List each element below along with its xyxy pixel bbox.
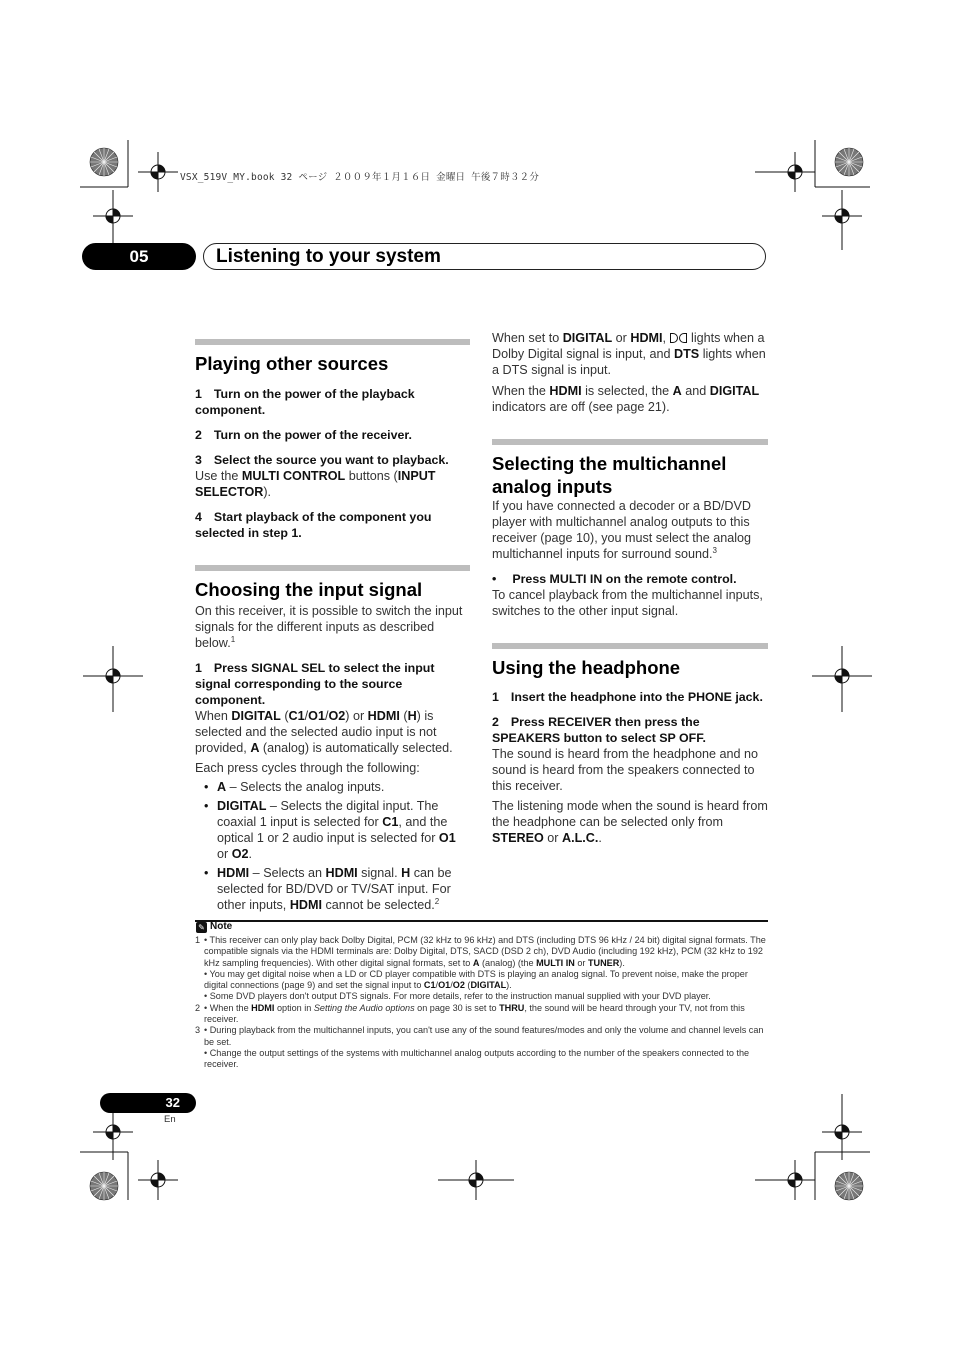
step-3-playing: 3 Select the source you want to playback. bbox=[195, 453, 449, 467]
signal-options-list bbox=[195, 779, 470, 913]
headphone-mode-info: The listening mode when the sound is heard from the headphone can be selected only from STEREO or A.L.C.. bbox=[492, 799, 768, 845]
list-item: • A – Selects the analog inputs. bbox=[217, 779, 470, 795]
note-3: 3 • During playback from the multichannel inputs, you can't use any of the sound features/modes and only the volume and channel levels can be set. bbox=[195, 1025, 764, 1047]
note-1-3: • Some DVD players don't output DTS signals. For more details, refer to the instruction manual supplied with your DVD player. bbox=[204, 991, 711, 1002]
note-3-2: • Change the output settings of the systems with multichannel analog outputs according to the number of the speakers connected to the receiver. bbox=[204, 1047, 750, 1070]
section-title-multichannel: Selecting the multichannel analog inputs bbox=[492, 453, 727, 497]
section-bar bbox=[195, 339, 470, 345]
step-3-detail: Use the MULTI CONTROL buttons (INPUT SELECTOR). bbox=[195, 469, 436, 499]
headphone-info: The sound is heard from the headphone and no sound is heard from the speakers connected to this receiver. bbox=[492, 747, 759, 793]
step-2-playing: 2 Turn on the power of the receiver. bbox=[195, 428, 412, 442]
section-bar bbox=[195, 565, 470, 571]
step-2-headphone: 2 Press RECEIVER then press the SPEAKERS button to select SP OFF. bbox=[492, 715, 706, 745]
section-title-playing: Playing other sources bbox=[195, 353, 389, 374]
choosing-cycle: Each press cycles through the following: bbox=[195, 761, 420, 775]
page-language: En bbox=[164, 1114, 176, 1125]
choosing-intro: On this receiver, it is possible to switch the input signals for the different inputs as described below.$^1$ bbox=[195, 604, 463, 650]
step-1-headphone: 1 Insert the headphone into the PHONE jack. bbox=[492, 690, 763, 704]
step-1-signal-sel: 1 Press SIGNAL SEL to select the input signal corresponding to the source component. bbox=[195, 661, 435, 707]
section-bar bbox=[492, 439, 768, 445]
note-2: 2 • When the HDMI option in Setting the Audio options on page 30 is set to THRU, the sound will be heard through your TV, not from this receiver. bbox=[195, 1002, 745, 1025]
note-1: 1 • This receiver can only play back Dolby Digital, PCM (32 kHz to 96 kHz) and DTS (including DTS 96 kHz / 24 bit) digital signal formats. The compatible signals via the HDMI terminals are: Dolby Digital, DTS, SACD (DSD 2 ch), DVD Audio (including 192 kHz), PCM (32 kHz to 192 kHz sampling frequencies). With other digital signal formats, set to A (analog) (the MULTI IN or TUNER). bbox=[195, 935, 766, 968]
note-divider bbox=[195, 920, 768, 922]
page-number: 32 bbox=[100, 1093, 196, 1113]
step-multi-in: • Press MULTI IN on the remote control. bbox=[492, 572, 737, 586]
note-icon: ✎ bbox=[196, 922, 207, 933]
notes-section bbox=[195, 935, 768, 1071]
section-title-headphone: Using the headphone bbox=[492, 657, 681, 678]
file-header: VSX_519V_MY.book 32 ページ ２００９年１月１６日 金曜日 午後７時３２分 bbox=[180, 172, 540, 183]
list-item: • DIGITAL – Selects the digital input. The coaxial 1 input is selected for C1, and the optical 1 or 2 audio input is selected for O1 or O2. bbox=[217, 798, 470, 862]
note-1-2: • You may get digital noise when a LD or CD player compatible with DTS is playing an analog signal. To prevent noise, make the proper digital connections (page 9) and set the signal input to C1/O1/O2 (DIGITAL). bbox=[204, 968, 748, 991]
dolby-digital-icon bbox=[670, 333, 688, 343]
step-4-playing: 4 Start playback of the component you selected in step 1. bbox=[195, 510, 432, 540]
choosing-detail: When DIGITAL (C1/O1/O2) or HDMI (H) is selected and the selected audio input is not provided, A (analog) is automatically selected. bbox=[195, 709, 453, 755]
chapter-number: 05 bbox=[82, 243, 196, 270]
hdmi-indicator-info: When the HDMI is selected, the A and DIGITAL indicators are off (see page 21). bbox=[492, 384, 760, 414]
multichannel-cancel: To cancel playback from the multichannel inputs, switches to the other input signal. bbox=[492, 588, 763, 618]
step-1-playing: 1 Turn on the power of the playback component. bbox=[195, 387, 415, 417]
list-item: • HDMI – Selects an HDMI signal. H can be selected for BD/DVD or TV/SAT input. For other inputs, HDMI cannot be selected.$^2$ bbox=[217, 865, 470, 913]
left-column bbox=[195, 339, 470, 916]
section-bar bbox=[492, 643, 768, 649]
multichannel-intro: If you have connected a decoder or a BD/DVD player with multichannel analog outputs to this receiver (page 10), you must select the analog multichannel inputs for surround sound.$^3$ bbox=[492, 499, 752, 561]
chapter-title: Listening to your system bbox=[216, 246, 441, 267]
right-column bbox=[492, 330, 768, 846]
section-title-choosing: Choosing the input signal bbox=[195, 579, 423, 600]
note-heading: ✎ Note bbox=[196, 921, 232, 933]
indicator-info: When set to DIGITAL or HDMI, lights when a Dolby Digital signal is input, and DTS lights when a DTS signal is input. bbox=[492, 331, 766, 377]
